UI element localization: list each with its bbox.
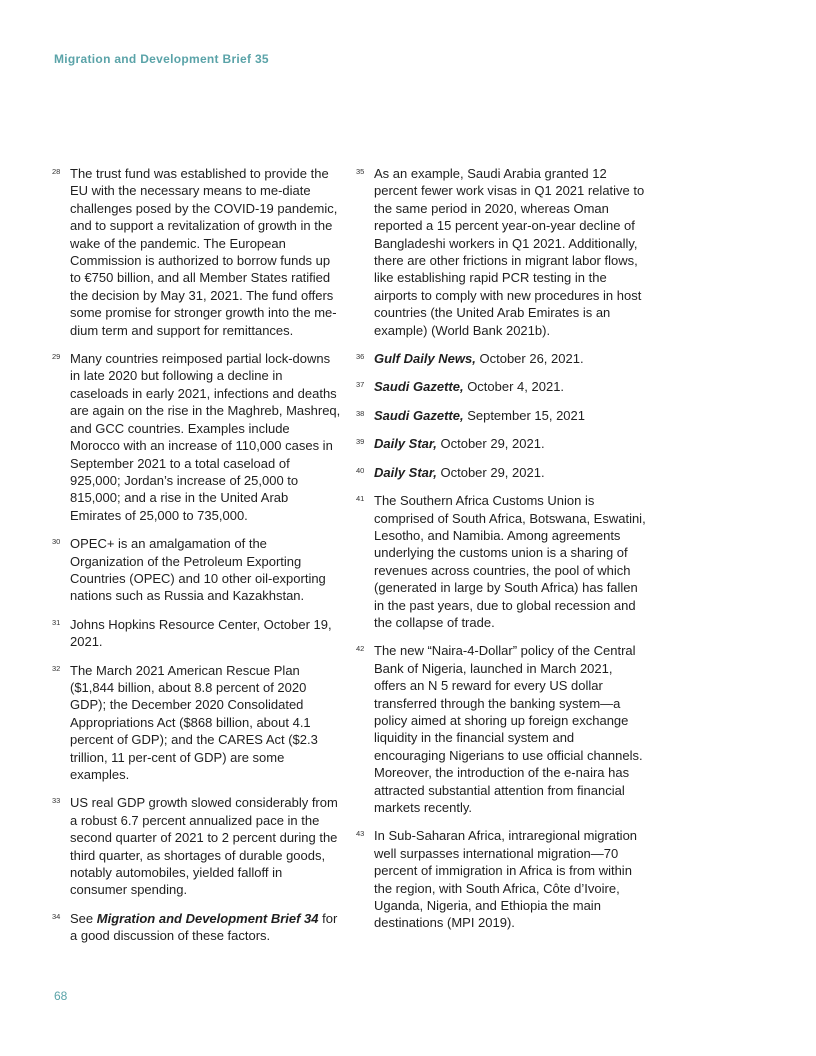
footnote-suffix: October 29, 2021. xyxy=(436,436,545,452)
footnote-number: 37 xyxy=(356,380,365,390)
footnote-35 xyxy=(356,165,646,339)
footnote-text: The trust fund was established to provide the EU with the necessary means to me-diate challenges posed by the COVID-19 pandemic, and to support a revitalization of growth in the wake of the pandemic. The European Commission is authorized to borrow funds up to €750 billion, and all Member States ratified the decision by May 31, 2021. The fund offers some promise for stronger growth into the me-dium term and support for remittances. xyxy=(70,166,338,338)
footnote-36 xyxy=(356,350,646,367)
footnote-number: 35 xyxy=(356,167,365,176)
footnote-suffix: September 15, 2021 xyxy=(463,407,585,423)
source-title: Daily Star, xyxy=(374,464,437,480)
footnote-39 xyxy=(356,435,646,452)
footnote-text xyxy=(374,464,646,481)
footnote-text: Many countries reimposed partial lock-downs in late 2020 but following a decline in caseloads in early 2021, infections and deaths are again on the rise in the Maghreb, Mashreq, and GCC countries. Examples include Morocco with an increase of 110,000 cases in September 2021 to a total caseload of 925,000; Jordan’s increase of 25,000 to 815,000; and a rise in the United Arab Emirates of 25,000 to 735,000. xyxy=(70,351,341,523)
footnote-number: 32 xyxy=(52,663,61,673)
footnote-text xyxy=(374,435,646,452)
footnote-number: 28 xyxy=(52,167,61,176)
footnote-41 xyxy=(356,492,646,631)
footnote-text xyxy=(374,378,646,395)
source-title: Saudi Gazette, xyxy=(374,407,464,423)
source-title: Saudi Gazette, xyxy=(374,379,464,395)
footnote-suffix: October 29, 2021. xyxy=(436,464,545,480)
footnote-number: 29 xyxy=(52,352,61,362)
footnote-29 xyxy=(52,350,342,524)
footnote-number: 34 xyxy=(52,911,61,921)
footnote-number: 40 xyxy=(356,465,365,475)
source-title: Daily Star, xyxy=(374,436,437,452)
footnotes-right-column xyxy=(356,165,646,943)
footnotes-left-column xyxy=(52,165,342,956)
footnote-text: The Southern Africa Customs Union is comprised of South Africa, Botswana, Eswatini, Lesotho, and Namibia. Among agreements underlying the customs union is a sharing of revenues across countries, the pool of which (generated in large by South Africa) has fallen in the past years, due to global recession and the collapse of trade. xyxy=(374,493,646,630)
footnote-42 xyxy=(356,642,646,816)
footnote-38 xyxy=(356,407,646,424)
running-header: Migration and Development Brief 35 xyxy=(54,52,269,66)
footnote-text xyxy=(374,350,646,367)
footnote-31 xyxy=(52,616,342,651)
footnote-number: 38 xyxy=(356,408,365,418)
footnote-suffix: for a good discussion of these factors. xyxy=(70,910,338,944)
footnote-suffix: October 26, 2021. xyxy=(475,351,584,367)
footnote-text: Johns Hopkins Resource Center, October 19, 2021. xyxy=(70,616,332,650)
footnote-text: OPEC+ is an amalgamation of the Organization of the Petroleum Exporting Countries (OPEC) and 10 other oil-exporting nations such as Russia and Kazakhstan. xyxy=(70,536,326,604)
footnote-text xyxy=(70,910,342,945)
footnote-number: 31 xyxy=(52,617,61,627)
footnote-number: 36 xyxy=(356,352,365,362)
footnote-28 xyxy=(52,165,342,339)
footnote-40 xyxy=(356,464,646,481)
footnote-text xyxy=(374,407,646,424)
footnote-34 xyxy=(52,910,342,945)
footnote-number: 42 xyxy=(356,644,365,654)
page-number: 68 xyxy=(54,989,68,1003)
footnote-43 xyxy=(356,827,646,931)
footnote-prefix: See xyxy=(70,910,97,926)
footnote-37 xyxy=(356,378,646,395)
source-title: Migration and Development Brief 34 xyxy=(96,910,319,926)
footnote-text: US real GDP growth slowed considerably from a robust 6.7 percent annualized pace in the second quarter of 2021 to 2 percent during the third quarter, as shortages of durable goods, notably automobiles, yielded falloff in consumer spending. xyxy=(70,795,338,898)
footnote-text: The new “Naira-4-Dollar” policy of the Central Bank of Nigeria, launched in March 2021, offers an N 5 reward for every US dollar transferred through the banking system—a policy aimed at shoring up foreign exchange liquidity in the financial system and encouraging Nigerians to use official channels. Moreover, the introduction of the e-naira has attracted substantial attention from financial markets recently. xyxy=(374,643,643,815)
footnote-number: 39 xyxy=(356,437,365,447)
footnote-suffix: October 4, 2021. xyxy=(463,379,565,395)
footnote-32 xyxy=(52,662,342,784)
footnote-text: As an example, Saudi Arabia granted 12 percent fewer work visas in Q1 2021 relative to the same period in 2020, whereas Oman reported a 15 percent year-on-year decline of Bangladeshi workers in Q1 2021. Additionally, there are other frictions in migrant labor flows, like establishing rapid PCR testing in the airports to comply with new procedures in host countries (the United Arab Emirates is an example) (World Bank 2021b). xyxy=(374,166,645,338)
footnote-30 xyxy=(52,535,342,605)
footnote-number: 30 xyxy=(52,537,61,547)
footnote-33 xyxy=(52,794,342,898)
footnote-text: In Sub-Saharan Africa, intraregional migration well surpasses international migration—70 percent of immigration in Africa is from within the region, with South Africa, Côte d’Ivoire, Uganda, Nigeria, and Ethiopia the main destinations (MPI 2019). xyxy=(374,828,638,931)
footnote-text: The March 2021 American Rescue Plan ($1,844 billion, about 8.8 percent of 2020 GDP); the December 2020 Consolidated Appropriations Act ($868 billion, about 4.1 percent of GDP); and the CARES Act ($2.3 trillion, 11 per-cent of GDP) are some examples. xyxy=(70,662,318,782)
source-title: Gulf Daily News, xyxy=(374,351,476,367)
footnote-number: 41 xyxy=(356,494,365,504)
footnote-number: 43 xyxy=(356,829,365,839)
footnote-number: 33 xyxy=(52,796,61,806)
